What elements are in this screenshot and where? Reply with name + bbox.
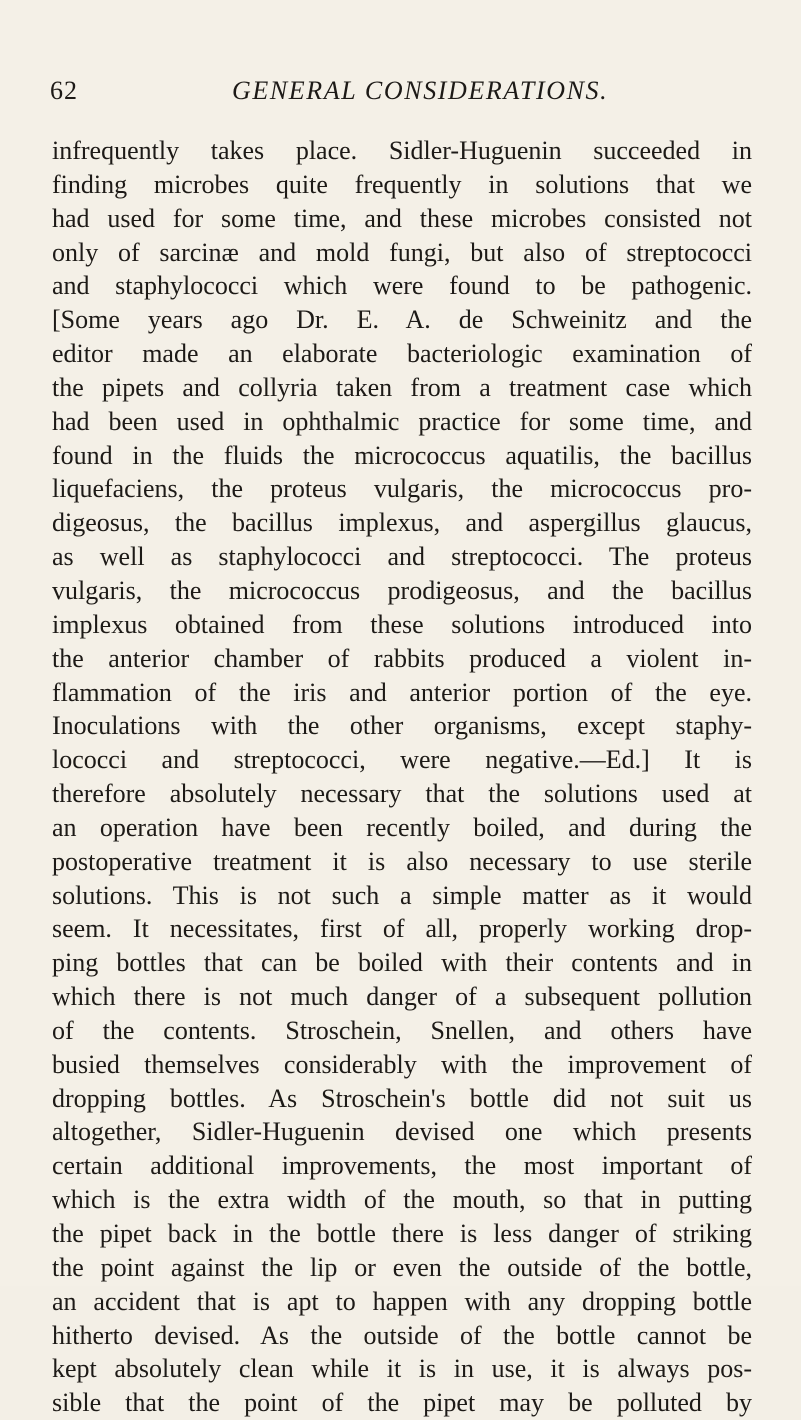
text-line: vulgaris, the micrococcus prodigeosus, and the bacillus	[52, 575, 752, 605]
text-line: sible that the point of the pipet may be polluted by	[52, 1388, 752, 1418]
text-line: digeosus, the bacillus implexus, and aspergillus glaucus,	[52, 508, 752, 538]
text-line: only of sarcinæ and mold fungi, but also of streptococci	[52, 237, 752, 267]
text-line: flammation of the iris and anterior portion of the eye.	[52, 677, 752, 707]
text-line: liquefaciens, the proteus vulgaris, the micrococcus pro-	[52, 474, 752, 504]
text-line: the pipets and collyria taken from a treatment case which	[52, 372, 752, 402]
text-line: of the contents. Stroschein, Snellen, and others have	[52, 1015, 752, 1045]
text-line: editor made an elaborate bacteriologic examination of	[52, 339, 752, 369]
text-line: postoperative treatment it is also necessary to use sterile	[52, 846, 752, 876]
text-line: as well as staphylococci and streptococci. The proteus	[52, 542, 752, 572]
text-line: lococci and streptococci, were negative.—Ed.] It is	[52, 745, 752, 775]
text-line: and staphylococci which were found to be pathogenic.	[52, 271, 752, 301]
text-line: an accident that is apt to happen with any dropping bottle	[52, 1286, 752, 1316]
text-line: seem. It necessitates, first of all, properly working drop-	[52, 914, 752, 944]
text-line: Inoculations with the other organisms, except staphy-	[52, 711, 752, 741]
text-line: found in the fluids the micrococcus aquatilis, the bacillus	[52, 440, 752, 470]
text-line: kept absolutely clean while it is in use, it is always pos-	[52, 1354, 752, 1384]
text-line: dropping bottles. As Stroschein's bottle did not suit us	[52, 1083, 752, 1113]
text-line: which is the extra width of the mouth, so that in putting	[52, 1185, 752, 1215]
text-line: an operation have been recently boiled, and during the	[52, 812, 752, 842]
text-line: the pipet back in the bottle there is less danger of striking	[52, 1219, 752, 1248]
text-line: altogether, Sidler-Huguenin devised one which presents	[52, 1117, 752, 1147]
text-line: the point against the lip or even the outside of the bottle,	[52, 1252, 752, 1282]
text-line: hitherto devised. As the outside of the bottle cannot be	[52, 1320, 752, 1350]
text-line: implexus obtained from these solutions introduced into	[52, 609, 752, 639]
page-number: 62	[50, 76, 78, 105]
text-line: had used for some time, and these microbes consisted not	[52, 203, 752, 233]
text-line: busied themselves considerably with the improvement of	[52, 1049, 752, 1079]
text-line: infrequently takes place. Sidler-Huguenin succeeded in	[52, 136, 752, 165]
text-line: therefore absolutely necessary that the solutions used at	[52, 779, 752, 809]
text-line: ping bottles that can be boiled with their contents and in	[52, 948, 752, 978]
text-line: the anterior chamber of rabbits produced a violent in-	[52, 643, 752, 673]
text-line: finding microbes quite frequently in solutions that we	[52, 169, 752, 199]
text-line: had been used in ophthalmic practice for some time, and	[52, 406, 752, 436]
running-head: GENERAL CONSIDERATIONS.	[232, 76, 609, 105]
body-paragraph	[52, 134, 752, 1420]
text-line: [Some years ago Dr. E. A. de Schweinitz and the	[52, 305, 752, 335]
text-line: solutions. This is not such a simple matter as it would	[52, 880, 752, 910]
text-line: which there is not much danger of a subsequent pollution	[52, 982, 752, 1012]
page-header	[50, 76, 750, 110]
text-line: certain additional improvements, the most important of	[52, 1151, 752, 1181]
